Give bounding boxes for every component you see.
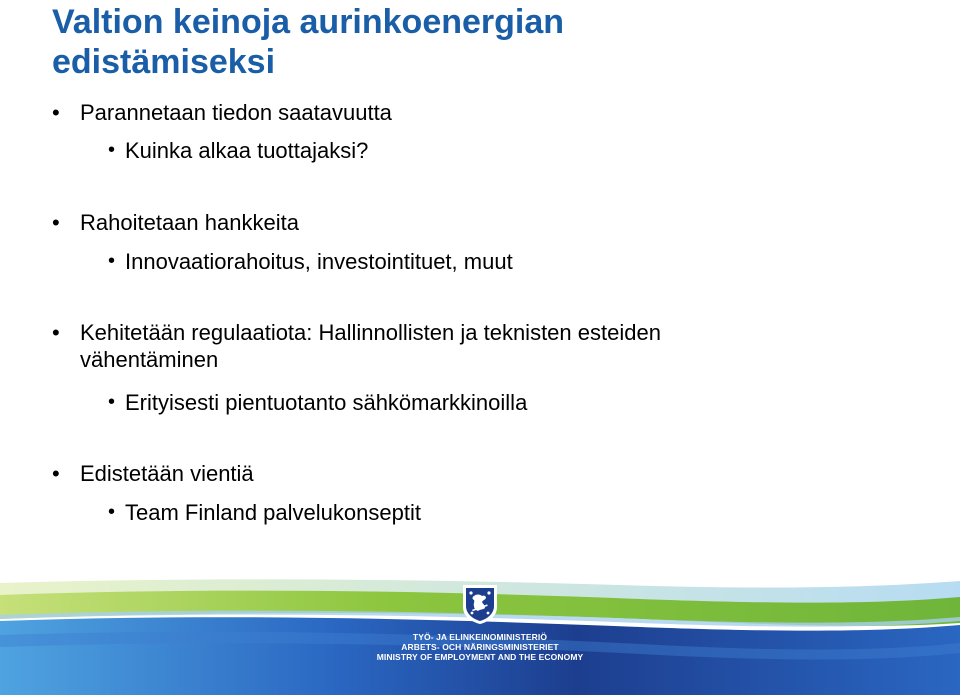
sub-bullet-item-4-1 <box>108 499 808 526</box>
bullet-text-line-1: Kehitetään regulaatiota: Hallinnollisten ja teknisten esteiden <box>80 320 661 345</box>
sub-bullet-item-3-1 <box>108 389 808 416</box>
ministry-name-swedish: ARBETS- OCH NÄRINGSMINISTERIET <box>401 642 559 652</box>
slide-title-line-1: Valtion keinoja aurinkoenergian <box>52 3 565 41</box>
ministry-name-finnish: TYÖ- JA ELINKEINOMINISTERIÖ <box>412 632 548 642</box>
sub-bullet-dot: • <box>108 139 116 161</box>
bullet-item-4 <box>52 460 752 487</box>
bullet-dot: • <box>52 100 60 125</box>
finnish-lion-emblem-icon <box>460 583 500 625</box>
bullet-text: Parannetaan tiedon saatavuutta <box>80 100 392 125</box>
bullet-item-1 <box>52 99 752 126</box>
sub-bullet-item-2-1 <box>108 248 808 275</box>
bullet-dot: • <box>52 320 60 345</box>
bullet-dot: • <box>52 461 60 486</box>
sub-bullet-dot: • <box>108 250 116 272</box>
ministry-name-english: MINISTRY OF EMPLOYMENT AND THE ECONOMY <box>376 652 584 662</box>
ministry-name-block <box>370 632 590 662</box>
sub-bullet-dot: • <box>108 391 116 413</box>
slide-title-line-2: edistämiseksi <box>52 43 276 81</box>
sub-bullet-text: Innovaatiorahoitus, investointituet, muut <box>125 249 513 274</box>
bullet-item-2 <box>52 209 752 236</box>
sub-bullet-text: Kuinka alkaa tuottajaksi? <box>125 138 369 163</box>
bullet-text: Rahoitetaan hankkeita <box>80 210 299 235</box>
slide-title <box>52 2 932 82</box>
bullet-text: Edistetään vientiä <box>80 461 254 486</box>
sub-bullet-text: Team Finland palvelukonseptit <box>125 500 421 525</box>
bullet-item-3 <box>52 319 912 373</box>
sub-bullet-item-1-1 <box>108 137 808 164</box>
sub-bullet-text: Erityisesti pientuotanto sähkömarkkinoilla <box>125 390 528 415</box>
bullet-dot: • <box>52 210 60 235</box>
sub-bullet-dot: • <box>108 501 116 523</box>
bullet-text-line-2: vähentäminen <box>80 347 219 372</box>
